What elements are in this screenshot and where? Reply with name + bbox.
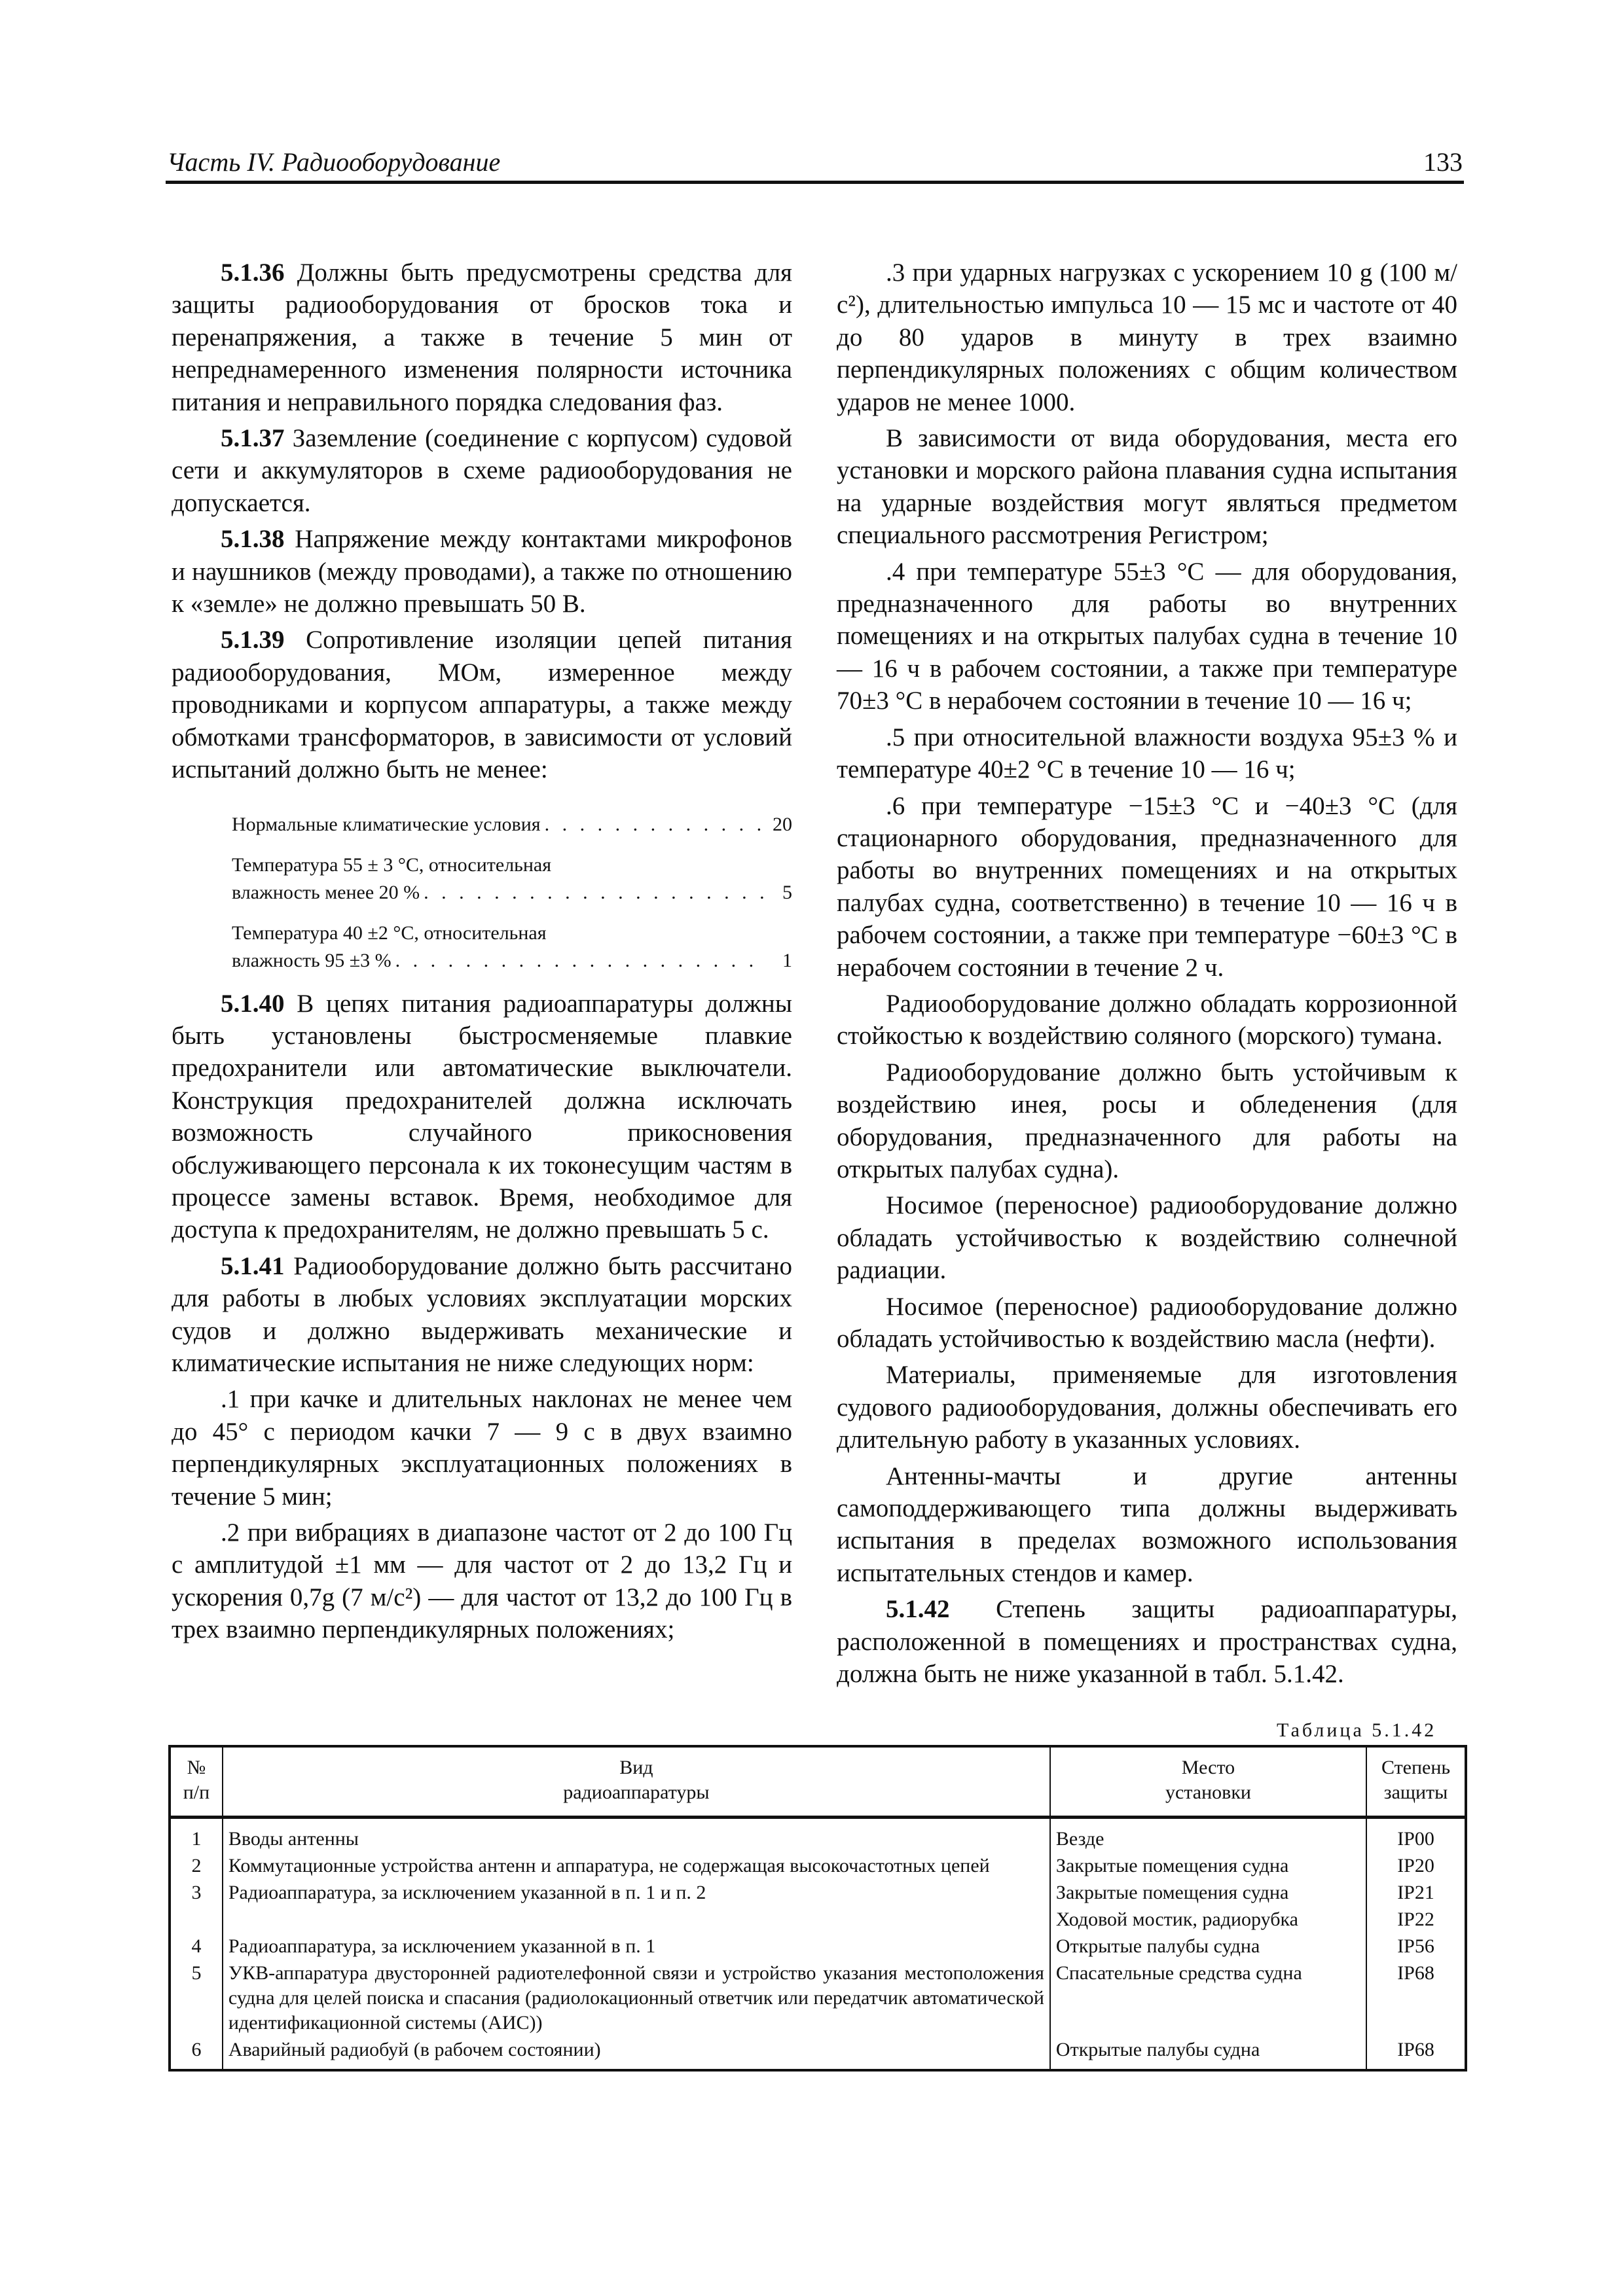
- running-title: Часть IV. Радиооборудование: [167, 147, 501, 177]
- table-header-row: [170, 1746, 1466, 1818]
- cell-number: 1: [170, 1818, 223, 1853]
- cell-protection: IP56: [1366, 1933, 1466, 1960]
- cell-protection: IP21: [1366, 1879, 1466, 1906]
- paragraph-text: Должны быть предусмотрены средства для защиты радиооборудования от бросков тока и перенапряжения, а также в течение 5 мин от непреднамеренного изменения полярности источника питания и неправильного порядка следования фаз.: [172, 259, 792, 416]
- column-header-location: Место установки: [1050, 1746, 1366, 1818]
- paragraph: .3 при ударных нагрузках с ускорением 10 g (100 м/с²), длительностью импульса 10 — 15 мс и частоте от 40 до 80 ударов в минуту в трех взаимно перпендикулярных положениях с общим количеством ударов не менее 1000.: [837, 259, 1457, 416]
- cell-protection: IP68: [1366, 1960, 1466, 2036]
- norm-value: 5: [782, 881, 792, 903]
- table-row: [170, 1818, 1466, 1853]
- cell-number: 4: [170, 1933, 223, 1960]
- paragraph: Радиооборудование должно обладать коррозионной стойкостью к воздействию соляного (морского) тумана.: [837, 989, 1457, 1050]
- clause-number: 5.1.38: [221, 525, 285, 554]
- paragraph: [172, 523, 792, 620]
- cell-number: [170, 1906, 223, 1933]
- table-row: [170, 1933, 1466, 1960]
- paragraph: Материалы, применяемые для изготовления судового радиооборудования, должны обеспечивать его длительную работу в указанных условиях.: [837, 1361, 1457, 1454]
- paragraph: .4 при температуре 55±3 °С — для оборудования, предназначенного для работы во внутренних помещениях и на открытых палубах судна в течение 10 — 16 ч в рабочем состоянии, а также при температуре 70±3 °С в нерабочем состоянии в течение 10 — 16 ч;: [837, 557, 1457, 715]
- table-row: [170, 1906, 1466, 1933]
- norm-text: влажность 95 ±3 %: [232, 949, 392, 971]
- cell-location: Ходовой мостик, радиорубка: [1050, 1906, 1366, 1933]
- paragraph: .1 при качке и длительных наклонах не менее чем до 45° с периодом качки 7 — 9 с в двух взаимно перпендикулярных эксплуатационных положениях в течение 5 мин;: [172, 1385, 792, 1511]
- cell-number: 3: [170, 1879, 223, 1906]
- norm-text: влажность менее 20 %: [232, 881, 420, 903]
- table-row: [170, 2036, 1466, 2070]
- paragraph-text: Степень защиты радиоаппаратуры, расположенной в помещениях и пространствах судна, должна быть не ниже указанной в табл. 5.1.42.: [837, 1595, 1457, 1689]
- cell-type: [223, 1906, 1050, 1933]
- paragraph: Носимое (переносное) радиооборудование должно обладать устойчивостью к воздействию солнечной радиации.: [837, 1191, 1457, 1285]
- paragraph-text: Напряжение между контактами микрофонов и наушников (между проводами), а также по отношению к «земле» не должно превышать 50 В.: [172, 525, 792, 619]
- norm-value: 1: [782, 949, 792, 971]
- left-column: [172, 257, 792, 1650]
- cell-type: Радиоаппаратура, за исключением указанной в п. 1 и п. 2: [223, 1879, 1050, 1906]
- paragraph: Носимое (переносное) радиооборудование должно обладать устойчивостью к воздействию масла (нефти).: [837, 1292, 1457, 1353]
- page-header: [166, 145, 1464, 184]
- cell-type: Радиоаппаратура, за исключением указанной в п. 1: [223, 1933, 1050, 1960]
- paragraph: .5 при относительной влажности воздуха 95±3 % и температуре 40±2 °С в течение 10 — 16 ч;: [837, 723, 1457, 784]
- cell-location: Везде: [1050, 1818, 1366, 1853]
- cell-protection: IP68: [1366, 2036, 1466, 2070]
- paragraph: .6 при температуре −15±3 °С и −40±3 °С (для стационарного оборудования, предназначенного для работы во внутренних помещениях и на открытых палубах судна, соответственно) в течение 10 — 16 ч в рабочем состоянии, а также при температуре −60±3 °С в нерабочем состоянии в течение 2 ч.: [837, 791, 1457, 982]
- clause-number: 5.1.37: [221, 424, 285, 453]
- cell-location: Закрытые помещения судна: [1050, 1879, 1366, 1906]
- norm-value: 20: [773, 813, 792, 835]
- cell-protection: IP22: [1366, 1906, 1466, 1933]
- norm-item: [232, 920, 792, 975]
- cell-type: УКВ-аппаратура двусторонней радиотелефонной связи и устройство указания местоположения судна для целей поиска и спасания (радиолокационный ответчик или передатчик автоматической идентификационной системы (АИС)): [223, 1960, 1050, 2036]
- cell-number: 5: [170, 1960, 223, 2036]
- cell-number: 6: [170, 2036, 223, 2070]
- paragraph: Антенны-мачты и другие антенны самоподдерживающего типа должны выдерживать испытания в пределах возможного использования испытательных стендов и камер.: [837, 1462, 1457, 1587]
- cell-number: 2: [170, 1852, 223, 1879]
- clause-number: 5.1.41: [221, 1251, 285, 1280]
- clause-number: 5.1.36: [221, 259, 285, 287]
- norm-label: Температура 55 ± 3 °С, относительная: [232, 853, 552, 876]
- right-column: [837, 257, 1457, 1694]
- cell-location: Открытые палубы судна: [1050, 2036, 1366, 2070]
- paragraph: .2 при вибрациях в диапазоне частот от 2 до 100 Гц с амплитудой ±1 мм — для частот от 2 до 13,2 Гц и ускорения 0,7g (7 м/с²) — для частот от 13,2 до 100 Гц в трех взаимно перпендикулярных положениях;: [172, 1518, 792, 1644]
- column-header-type: Вид радиоаппаратуры: [223, 1746, 1050, 1818]
- cell-location: Закрытые помещения судна: [1050, 1852, 1366, 1879]
- insulation-norms-list: [172, 811, 792, 975]
- paragraph: [837, 1593, 1457, 1690]
- norm-label: Температура 40 ±2 °С, относительная: [232, 922, 547, 944]
- table-body: [170, 1818, 1466, 2071]
- paragraph-text: В цепях питания радиоаппаратуры должны быть установлены быстросменяемые плавкие предохранители или автоматические выключатели. Конструкция предохранителей должна исключать возможность случайного прикосновения обслуживающего персонала к их токонесущим частям в процессе замены вставок. Время, необходимое для доступа к предохранителям, не должно превышать 5 с.: [172, 989, 792, 1244]
- norm-item: [232, 852, 792, 906]
- cell-type: Коммутационные устройства антенн и аппаратура, не содержащая высокочастотных цепей: [223, 1852, 1050, 1879]
- clause-number: 5.1.39: [221, 626, 285, 655]
- norm-text: Нормальные климатические условия: [232, 813, 541, 835]
- cell-type: Вводы антенны: [223, 1818, 1050, 1853]
- table-caption: Таблица 5.1.42: [1277, 1719, 1437, 1741]
- paragraph-text: Сопротивление изоляции цепей питания радиооборудования, МОм, измеренное между проводниками и корпусом аппаратуры, а также между обмотками трансформаторов, в зависимости от условий испытаний должно быть не менее:: [172, 626, 792, 784]
- paragraph-text: Заземление (соединение с корпусом) судовой сети и аккумуляторов в схеме радиооборудования не допускается.: [172, 424, 792, 517]
- cell-location: Открытые палубы судна: [1050, 1933, 1366, 1960]
- cell-protection: IP20: [1366, 1852, 1466, 1879]
- paragraph: [172, 624, 792, 785]
- paragraph: [172, 1250, 792, 1380]
- table-row: [170, 1852, 1466, 1879]
- paragraph: [172, 422, 792, 519]
- protection-degree-table: [168, 1745, 1467, 2072]
- cell-protection: IP00: [1366, 1818, 1466, 1853]
- table-row: [170, 1879, 1466, 1906]
- paragraph-text: Радиооборудование должно быть рассчитано для работы в любых условиях эксплуатации морских судов и должно выдерживать механические и климатические испытания не ниже следующих норм:: [172, 1251, 792, 1377]
- norm-item: [232, 811, 792, 838]
- cell-type: Аварийный радиобуй (в рабочем состоянии): [223, 2036, 1050, 2070]
- column-header-number: № п/п: [170, 1746, 223, 1818]
- column-header-protection: Степень защиты: [1366, 1746, 1466, 1818]
- clause-number: 5.1.40: [221, 989, 285, 1018]
- paragraph: В зависимости от вида оборудования, места его установки и морского района плавания судна испытания на ударные воздействия могут являться предметом специального рассмотрения Регистром;: [837, 424, 1457, 550]
- paragraph: [172, 988, 792, 1246]
- cell-location: Спасательные средства судна: [1050, 1960, 1366, 2036]
- table-row: [170, 1960, 1466, 2036]
- paragraph: [172, 257, 792, 418]
- page-number: 133: [1423, 147, 1463, 177]
- paragraph: Радиооборудование должно быть устойчивым к воздействию инея, росы и обледенения (для оборудования, предназначенного для работы на открытых палубах судна).: [837, 1058, 1457, 1183]
- clause-number: 5.1.42: [886, 1595, 950, 1624]
